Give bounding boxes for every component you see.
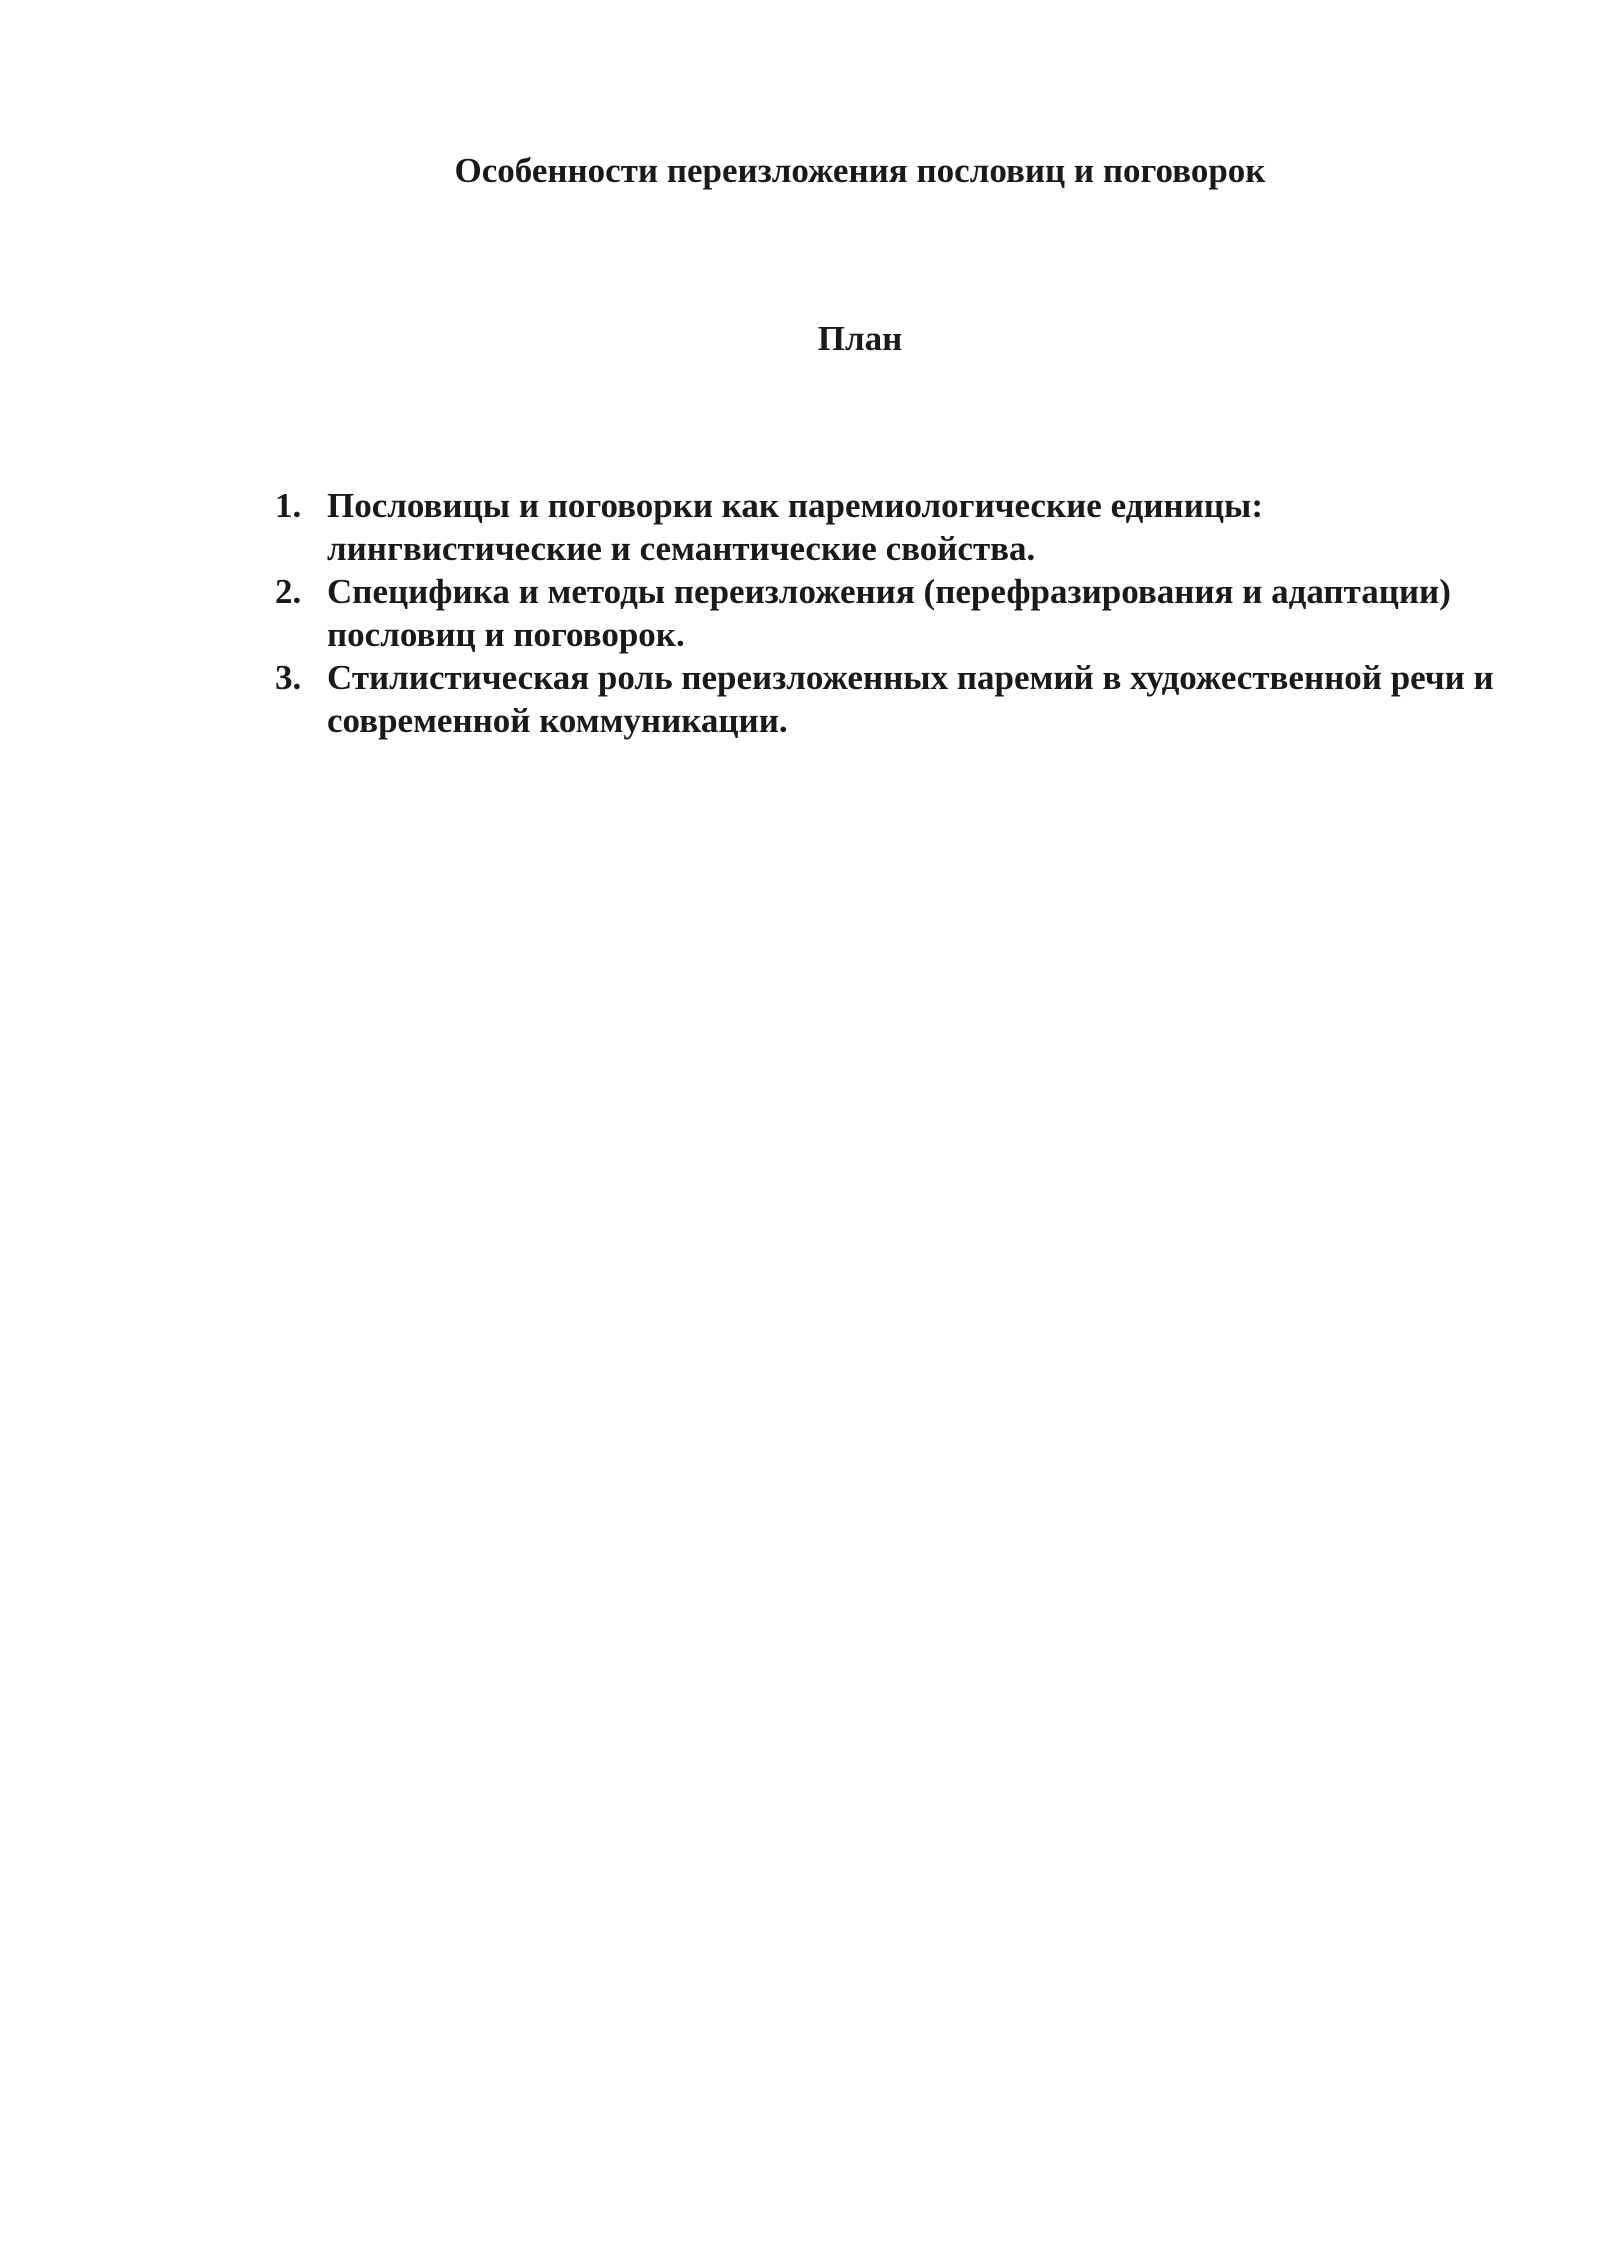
- plan-item-1: [275, 484, 1515, 570]
- plan-item-3: [275, 656, 1515, 742]
- plan-item-text: Специфика и методы переизложения (перефразирования и адаптации) пословиц и поговорок.: [327, 572, 1451, 654]
- document-title: Особенности переизложения пословиц и поговорок: [454, 151, 1266, 190]
- plan-item-2: [275, 570, 1515, 656]
- plan-item-number: 3.: [275, 658, 302, 697]
- plan-list: [275, 484, 1515, 742]
- plan-item-text: Пословицы и поговорки как паремиологические единицы: лингвистические и семантические свойства.: [327, 486, 1264, 568]
- plan-item-number: 1.: [275, 486, 302, 525]
- plan-item-number: 2.: [275, 572, 302, 611]
- plan-item-text: Стилистическая роль переизложенных паремий в художественной речи и современной коммуникации.: [327, 658, 1494, 740]
- plan-heading: План: [817, 319, 903, 358]
